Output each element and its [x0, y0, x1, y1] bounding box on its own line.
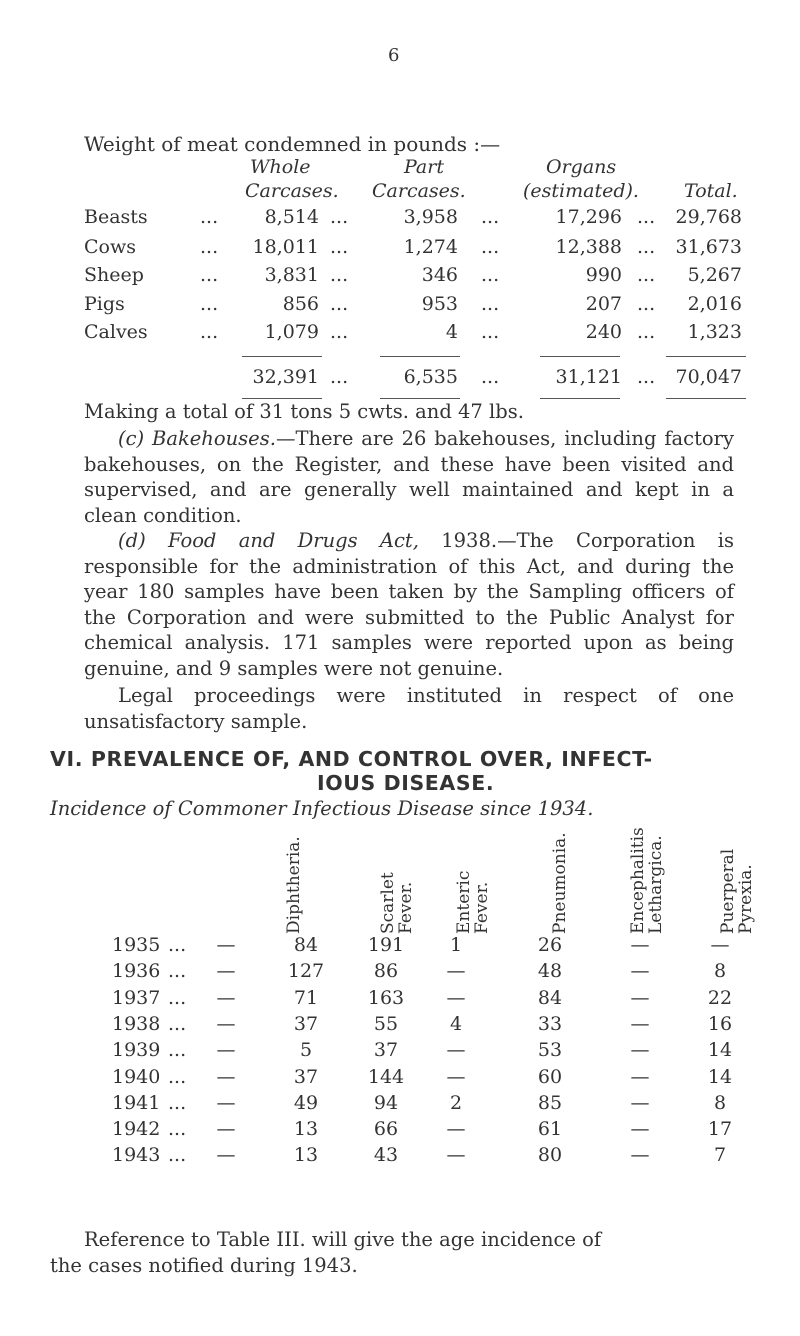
disease-cell: 26 — [537, 934, 563, 956]
disease-cell: — — [630, 1013, 650, 1035]
disease-cell: 37 — [293, 1013, 319, 1035]
leader: ... — [200, 321, 219, 343]
meat-cell-whole: 1,079 — [264, 321, 319, 343]
disease-cell: — — [630, 1144, 650, 1166]
disease-row-year: 1938 — [112, 1013, 161, 1035]
disease-cell: 4 — [449, 1013, 463, 1035]
disease-cell: — — [630, 934, 650, 956]
meat-cell-part: 1,274 — [403, 236, 458, 258]
disease-cell: — — [446, 1144, 466, 1166]
leader: ... — [637, 293, 656, 315]
leader: ... — [330, 264, 349, 286]
disease-cell: 66 — [373, 1118, 399, 1140]
leader: ... — [200, 293, 219, 315]
disease-cell: — — [630, 1092, 650, 1114]
total-whole: 32,391 — [252, 366, 319, 388]
disease-cell: — — [446, 1118, 466, 1140]
disease-cell: — — [630, 1039, 650, 1061]
meat-cell-organs: 17,296 — [555, 206, 622, 228]
disease-col-header — [454, 824, 492, 934]
disease-cell: 14 — [707, 1039, 733, 1061]
reference-note-line2: the cases notified during 1943. — [50, 1254, 358, 1277]
meat-cell-part: 4 — [445, 321, 458, 343]
disease-col-header — [284, 824, 304, 934]
disease-cell: 16 — [707, 1013, 733, 1035]
disease-row-year: 1939 — [112, 1039, 161, 1061]
disease-table-headers — [0, 824, 800, 934]
meat-cell-part: 3,958 — [403, 206, 458, 228]
disease-cell: 13 — [293, 1144, 319, 1166]
col-header-part: Part — [404, 156, 444, 178]
leader: ... — [168, 1039, 187, 1061]
para-c-marker: (c) — [118, 427, 145, 450]
legal-text: Legal proceedings were instituted in respect of one unsatisfactory sample. — [84, 684, 734, 733]
col-header-part-2: Carcases. — [372, 180, 466, 202]
disease-cell: — — [630, 1118, 650, 1140]
meat-cell-whole: 18,011 — [252, 236, 319, 258]
disease-col-header — [550, 824, 570, 934]
meat-cell-total: 29,768 — [675, 206, 742, 228]
disease-cell: — — [710, 934, 730, 956]
disease-cell: — — [216, 1144, 236, 1166]
meat-cell-part: 346 — [421, 264, 458, 286]
disease-cell: 71 — [293, 987, 319, 1009]
disease-cell: 86 — [373, 960, 399, 982]
leader: ... — [168, 1066, 187, 1088]
meat-row-label: Beasts — [84, 206, 148, 228]
disease-cell: 48 — [537, 960, 563, 982]
disease-col-header-text: Pyrexia. — [736, 864, 756, 934]
leader: ... — [330, 236, 349, 258]
col-header-organs-2: (estimated). — [523, 180, 639, 202]
disease-cell: — — [216, 934, 236, 956]
disease-row-year: 1940 — [112, 1066, 161, 1088]
leader: ... — [481, 206, 500, 228]
disease-cell: 94 — [373, 1092, 399, 1114]
disease-cell: 84 — [537, 987, 563, 1009]
meat-row-label: Calves — [84, 321, 148, 343]
disease-row-year: 1935 — [112, 934, 161, 956]
disease-cell: 191 — [367, 934, 405, 956]
leader: ... — [481, 264, 500, 286]
disease-cell: 85 — [537, 1092, 563, 1114]
meat-cell-part: 953 — [421, 293, 458, 315]
leader: ... — [481, 366, 500, 388]
total-organs: 31,121 — [555, 366, 622, 388]
disease-cell: 60 — [537, 1066, 563, 1088]
disease-cell: — — [446, 1066, 466, 1088]
leader: ... — [330, 321, 349, 343]
leader: ... — [330, 293, 349, 315]
disease-col-header — [718, 824, 756, 934]
disease-cell: 22 — [707, 987, 733, 1009]
disease-cell: — — [216, 960, 236, 982]
disease-cell: 8 — [713, 960, 727, 982]
disease-cell: 43 — [373, 1144, 399, 1166]
leader: ... — [200, 236, 219, 258]
disease-cell: 2 — [449, 1092, 463, 1114]
disease-row-year: 1936 — [112, 960, 161, 982]
meat-summary: Making a total of 31 tons 5 cwts. and 47 lbs. — [84, 400, 524, 423]
disease-cell: — — [630, 1066, 650, 1088]
disease-cell: — — [446, 1039, 466, 1061]
disease-cell: — — [216, 1039, 236, 1061]
meat-cell-total: 5,267 — [687, 264, 742, 286]
disease-col-header-text: Lethargica. — [646, 835, 666, 934]
disease-cell: 14 — [707, 1066, 733, 1088]
disease-cell: — — [446, 987, 466, 1009]
leader: ... — [637, 264, 656, 286]
section-subheading: Incidence of Commoner Infectious Disease since 1934. — [50, 797, 594, 820]
disease-cell: 61 — [537, 1118, 563, 1140]
disease-row-year: 1942 — [112, 1118, 161, 1140]
meat-row-label: Sheep — [84, 264, 144, 286]
leader: ... — [168, 1118, 187, 1140]
disease-cell: 8 — [713, 1092, 727, 1114]
disease-cell: — — [630, 987, 650, 1009]
col-header-organs: Organs — [546, 156, 617, 178]
meat-cell-total: 31,673 — [675, 236, 742, 258]
leader: ... — [168, 987, 187, 1009]
leader: ... — [481, 236, 500, 258]
meat-cell-whole: 8,514 — [264, 206, 319, 228]
disease-cell: 163 — [367, 987, 405, 1009]
meat-cell-organs: 207 — [585, 293, 622, 315]
disease-col-header-text: Diphtheria. — [284, 836, 304, 934]
para-d-title: Food and Drugs Act, — [167, 529, 419, 552]
disease-cell: 80 — [537, 1144, 563, 1166]
meat-table-heading: Weight of meat condemned in pounds :— — [84, 132, 501, 156]
disease-col-header-text: Fever. — [396, 881, 416, 934]
disease-cell: 7 — [713, 1144, 727, 1166]
disease-col-header-text: Puerperal — [718, 848, 738, 934]
disease-cell: 13 — [293, 1118, 319, 1140]
meat-cell-whole: 856 — [282, 293, 319, 315]
total-total: 70,047 — [675, 366, 742, 388]
disease-cell: — — [630, 960, 650, 982]
leader: ... — [637, 366, 656, 388]
leader: ... — [168, 1092, 187, 1114]
leader: ... — [330, 366, 349, 388]
leader: ... — [637, 321, 656, 343]
col-header-whole: Whole — [250, 156, 311, 178]
para-d-marker: (d) — [118, 529, 146, 552]
total-part: 6,535 — [403, 366, 458, 388]
disease-cell: 84 — [293, 934, 319, 956]
meat-cell-whole: 3,831 — [264, 264, 319, 286]
meat-cell-total: 2,016 — [687, 293, 742, 315]
disease-cell: 49 — [293, 1092, 319, 1114]
para-c-title: Bakehouses. — [152, 427, 276, 450]
disease-cell: — — [446, 960, 466, 982]
disease-row-year: 1943 — [112, 1144, 161, 1166]
leader: ... — [168, 1144, 187, 1166]
disease-cell: 144 — [367, 1066, 405, 1088]
disease-cell: 37 — [373, 1039, 399, 1061]
disease-cell: — — [216, 1092, 236, 1114]
meat-row-label: Pigs — [84, 293, 125, 315]
section-heading-line2: IOUS DISEASE. — [317, 771, 495, 795]
disease-cell: — — [216, 1118, 236, 1140]
disease-cell: — — [216, 1066, 236, 1088]
leader: ... — [200, 264, 219, 286]
reference-note: Reference to Table III. will give the age incidence of — [84, 1228, 602, 1251]
disease-cell: 33 — [537, 1013, 563, 1035]
col-header-total: Total. — [684, 180, 738, 202]
leader: ... — [168, 960, 187, 982]
disease-col-header-text: Enteric — [454, 870, 474, 934]
meat-cell-organs: 12,388 — [555, 236, 622, 258]
leader: ... — [481, 321, 500, 343]
leader: ... — [168, 1013, 187, 1035]
disease-row-year: 1941 — [112, 1092, 161, 1114]
leader: ... — [637, 236, 656, 258]
disease-cell: 53 — [537, 1039, 563, 1061]
para-c-text: —There are 26 bakehouses, including factory bakehouses, on the Register, and these have been visited and supervised, and are generally well maintained and kept in a clean condition. — [84, 427, 734, 527]
meat-cell-total: 1,323 — [687, 321, 742, 343]
disease-row-year: 1937 — [112, 987, 161, 1009]
leader: ... — [637, 206, 656, 228]
page-number: 6 — [388, 45, 400, 66]
col-header-whole-2: Carcases. — [245, 180, 339, 202]
leader: ... — [168, 934, 187, 956]
disease-cell: 17 — [707, 1118, 733, 1140]
disease-cell: 1 — [449, 934, 463, 956]
disease-cell: 55 — [373, 1013, 399, 1035]
disease-cell: — — [216, 1013, 236, 1035]
disease-cell: 127 — [287, 960, 325, 982]
disease-col-header — [628, 824, 666, 934]
disease-cell: 5 — [299, 1039, 313, 1061]
para-d-text: 1938.—The Corporation is responsible for the administration of this Act, and during the year 180 samples have been taken by the Sampling officers of the Corporation and were submitted to the Public Analyst for chemical analysis. 171 samples were reported upon as being genuine, and 9 samples were not genuine. — [84, 529, 735, 680]
disease-cell: — — [216, 987, 236, 1009]
disease-col-header-text: Fever. — [472, 881, 492, 934]
section-heading: VI. PREVALENCE OF, AND CONTROL OVER, INFECT- — [50, 747, 653, 771]
leader: ... — [330, 206, 349, 228]
disease-col-header-text: Pneumonia. — [550, 832, 570, 934]
meat-cell-organs: 990 — [585, 264, 622, 286]
disease-cell: 37 — [293, 1066, 319, 1088]
disease-col-header-text: Encephalitis — [628, 827, 648, 934]
disease-col-header-text: Scarlet — [378, 872, 398, 934]
leader: ... — [200, 206, 219, 228]
disease-col-header — [378, 824, 416, 934]
meat-cell-organs: 240 — [585, 321, 622, 343]
leader: ... — [481, 293, 500, 315]
meat-row-label: Cows — [84, 236, 136, 258]
